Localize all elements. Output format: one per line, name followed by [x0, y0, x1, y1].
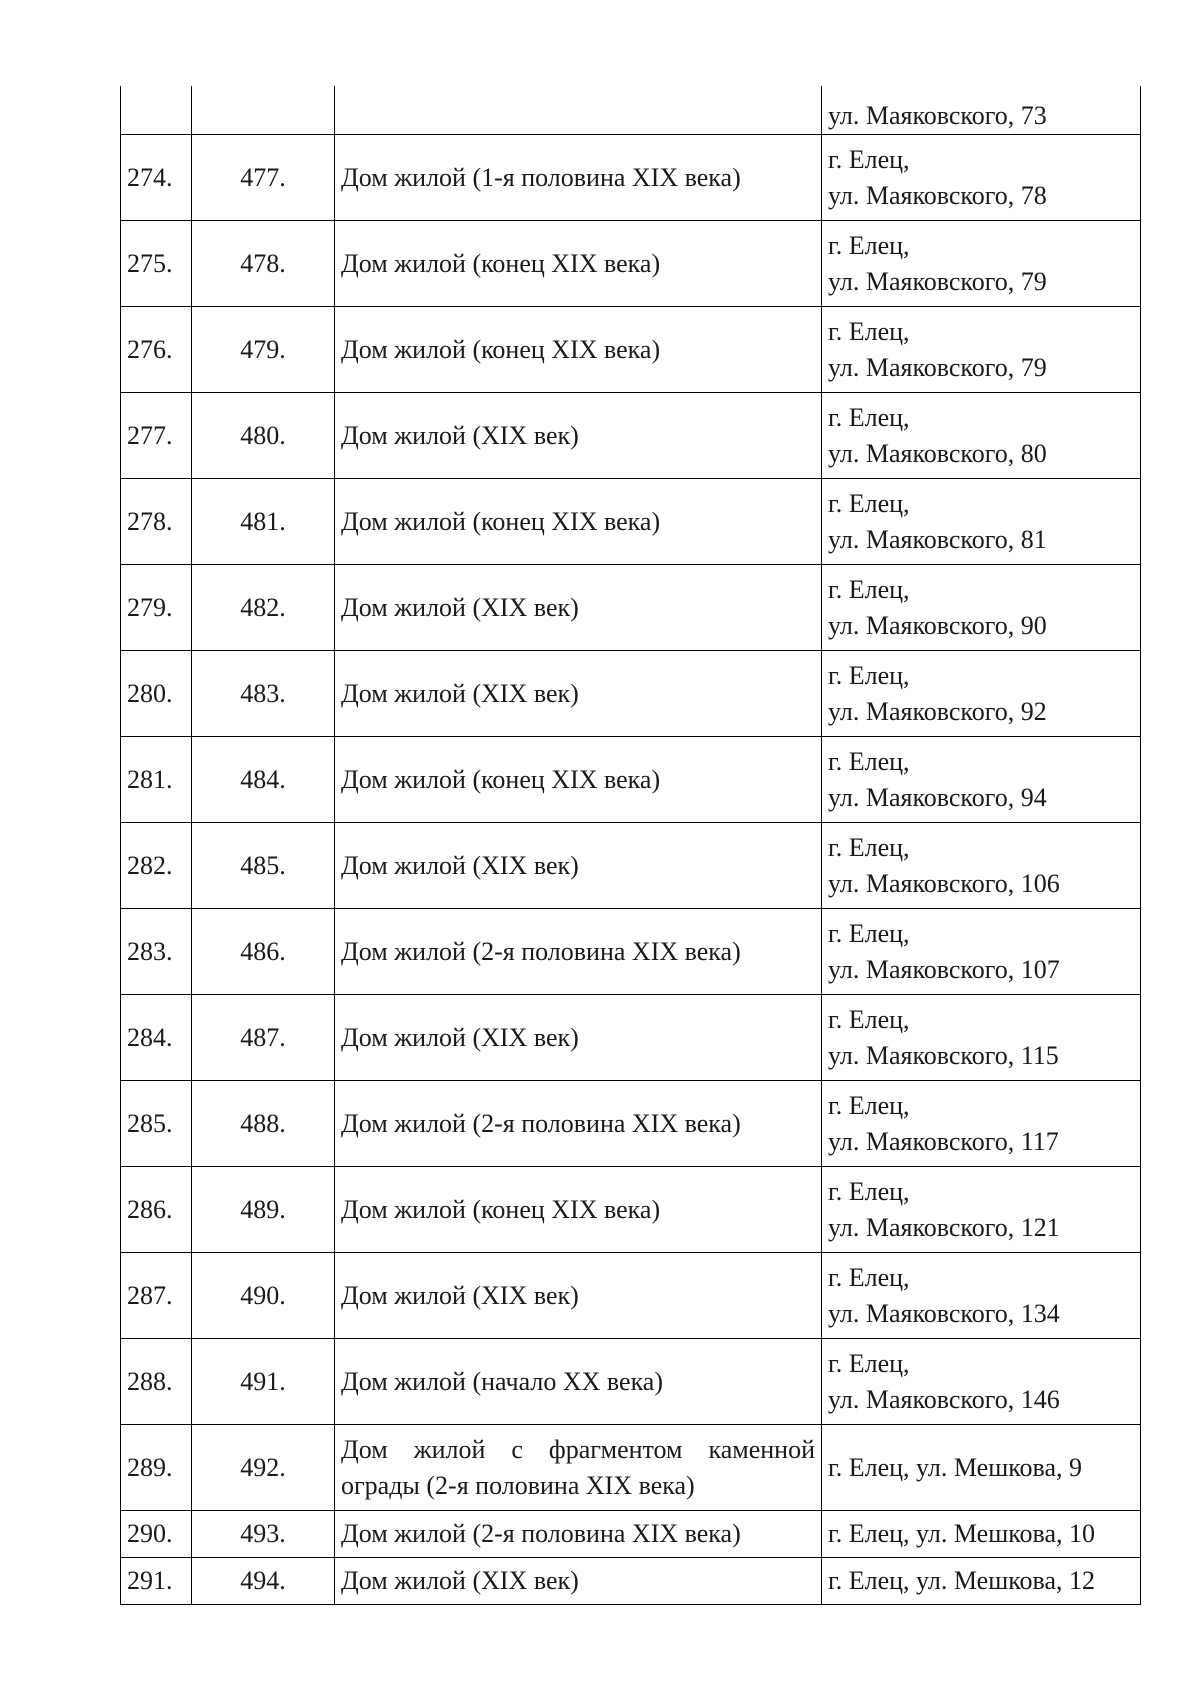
address-line: ул. Маяковского, 134: [828, 1298, 1060, 1328]
row-number-cell: 281.: [121, 737, 192, 823]
registry-number-cell: 482.: [192, 565, 335, 651]
registry-number-cell: 492.: [192, 1425, 335, 1511]
address-line: г. Елец,: [828, 832, 910, 862]
address-line: ул. Маяковского, 94: [828, 782, 1047, 812]
table-row: [121, 221, 1141, 307]
table-row-continuation: [121, 86, 1141, 135]
address-line: г. Елец,: [828, 660, 910, 690]
object-name-cell: Дом жилой (XIX век): [335, 565, 822, 651]
registry-number-cell: 485.: [192, 823, 335, 909]
row-number-cell: 280.: [121, 651, 192, 737]
table-row: [121, 1167, 1141, 1253]
object-name-cell: Дом жилой с фрагментом каменной ограды (2-я половина XIX века): [335, 1425, 822, 1511]
object-name-cell: Дом жилой (конец XIX века): [335, 1167, 822, 1253]
address-cell: [822, 221, 1141, 307]
address-line: ул. Маяковского, 79: [828, 266, 1047, 296]
table-row: [121, 307, 1141, 393]
row-number-cell: 282.: [121, 823, 192, 909]
registry-number-cell: 481.: [192, 479, 335, 565]
address-line: ул. Маяковского, 92: [828, 696, 1047, 726]
registry-number-cell: 490.: [192, 1253, 335, 1339]
object-name-cell: Дом жилой (XIX век): [335, 393, 822, 479]
registry-number-cell: [192, 86, 335, 135]
object-name-cell: Дом жилой (2-я половина XIX века): [335, 909, 822, 995]
row-number-cell: 290.: [121, 1511, 192, 1558]
row-number-cell: 275.: [121, 221, 192, 307]
row-number-cell: 283.: [121, 909, 192, 995]
table-row: [121, 1425, 1141, 1511]
address-cell: [822, 1339, 1141, 1425]
object-name-cell: Дом жилой (XIX век): [335, 651, 822, 737]
address-line: г. Елец,: [828, 1348, 910, 1378]
object-name-cell: Дом жилой (конец XIX века): [335, 221, 822, 307]
registry-number-cell: 477.: [192, 135, 335, 221]
address-cell: [822, 1511, 1141, 1558]
address-line: г. Елец, ул. Мешкова, 12: [828, 1566, 1095, 1596]
address-cell: [822, 1167, 1141, 1253]
address-line: ул. Маяковского, 107: [828, 954, 1060, 984]
row-number-cell: 274.: [121, 135, 192, 221]
row-number-cell: 286.: [121, 1167, 192, 1253]
address-line: г. Елец,: [828, 574, 910, 604]
row-number-cell: 277.: [121, 393, 192, 479]
object-name-cell: Дом жилой (начало XX века): [335, 1339, 822, 1425]
registry-number-cell: 493.: [192, 1511, 335, 1558]
object-name-cell: Дом жилой (XIX век): [335, 823, 822, 909]
address-cell: [822, 479, 1141, 565]
object-name-cell: Дом жилой (XIX век): [335, 1558, 822, 1605]
registry-number-cell: 484.: [192, 737, 335, 823]
address-line: г. Елец,: [828, 316, 910, 346]
heritage-objects-table: [120, 86, 1141, 1605]
address-cell: [822, 1081, 1141, 1167]
address-line: г. Елец, ул. Мешкова, 9: [828, 1452, 1082, 1482]
row-number-cell: 279.: [121, 565, 192, 651]
address-cell: [822, 737, 1141, 823]
address-line: г. Елец,: [828, 402, 910, 432]
address-line: г. Елец,: [828, 230, 910, 260]
row-number-cell: [121, 86, 192, 135]
object-name-cell: [335, 86, 822, 135]
address-line: ул. Маяковского, 79: [828, 352, 1047, 382]
address-line: ул. Маяковского, 81: [828, 524, 1047, 554]
address-cell: [822, 909, 1141, 995]
address-line: ул. Маяковского, 121: [828, 1212, 1060, 1242]
address-line: ул. Маяковского, 117: [828, 1126, 1059, 1156]
address-line: ул. Маяковского, 80: [828, 438, 1047, 468]
registry-number-cell: 489.: [192, 1167, 335, 1253]
table-row: [121, 651, 1141, 737]
address-line: ул. Маяковского, 90: [828, 610, 1047, 640]
address-line: г. Елец,: [828, 144, 910, 174]
address-cell: [822, 307, 1141, 393]
registry-number-cell: 491.: [192, 1339, 335, 1425]
row-number-cell: 276.: [121, 307, 192, 393]
address-cell: [822, 1253, 1141, 1339]
table-row: [121, 909, 1141, 995]
row-number-cell: 285.: [121, 1081, 192, 1167]
object-name-cell: Дом жилой (XIX век): [335, 995, 822, 1081]
address-cell: [822, 823, 1141, 909]
registry-number-cell: 488.: [192, 1081, 335, 1167]
registry-number-cell: 494.: [192, 1558, 335, 1605]
registry-number-cell: 479.: [192, 307, 335, 393]
row-number-cell: 287.: [121, 1253, 192, 1339]
object-name-cell: Дом жилой (конец XIX века): [335, 479, 822, 565]
table-row: [121, 1339, 1141, 1425]
object-name-cell: Дом жилой (1-я половина XIX века): [335, 135, 822, 221]
object-name-cell: Дом жилой (конец XIX века): [335, 737, 822, 823]
address-line: г. Елец,: [828, 1262, 910, 1292]
address-line: ул. Маяковского, 78: [828, 180, 1047, 210]
row-number-cell: 278.: [121, 479, 192, 565]
table-row: [121, 1253, 1141, 1339]
object-name-cell: Дом жилой (2-я половина XIX века): [335, 1081, 822, 1167]
table-row: [121, 823, 1141, 909]
address-line: г. Елец,: [828, 918, 910, 948]
address-line: г. Елец,: [828, 488, 910, 518]
table-row: [121, 479, 1141, 565]
address-cell: [822, 651, 1141, 737]
address-line: ул. Маяковского, 106: [828, 868, 1060, 898]
address-line: ул. Маяковского, 73: [828, 101, 1047, 131]
row-number-cell: 284.: [121, 995, 192, 1081]
table-row: [121, 995, 1141, 1081]
table-row: [121, 1511, 1141, 1558]
address-line: г. Елец, ул. Мешкова, 10: [828, 1519, 1095, 1549]
registry-number-cell: 480.: [192, 393, 335, 479]
object-name-cell: Дом жилой (конец XIX века): [335, 307, 822, 393]
address-line: г. Елец,: [828, 746, 910, 776]
table-row: [121, 135, 1141, 221]
registry-number-cell: 486.: [192, 909, 335, 995]
address-cell: [822, 565, 1141, 651]
registry-number-cell: 483.: [192, 651, 335, 737]
address-line: г. Елец,: [828, 1176, 910, 1206]
address-cell: [822, 135, 1141, 221]
registry-number-cell: 487.: [192, 995, 335, 1081]
object-name-cell: Дом жилой (2-я половина XIX века): [335, 1511, 822, 1558]
address-cell: [822, 393, 1141, 479]
table-row: [121, 565, 1141, 651]
table-row: [121, 1081, 1141, 1167]
row-number-cell: 288.: [121, 1339, 192, 1425]
address-line: ул. Маяковского, 115: [828, 1040, 1059, 1070]
address-line: г. Елец,: [828, 1090, 910, 1120]
row-number-cell: 291.: [121, 1558, 192, 1605]
object-name-cell: Дом жилой (XIX век): [335, 1253, 822, 1339]
table-row: [121, 737, 1141, 823]
row-number-cell: 289.: [121, 1425, 192, 1511]
address-cell: [822, 995, 1141, 1081]
address-cell: [822, 1425, 1141, 1511]
address-line: ул. Маяковского, 146: [828, 1384, 1060, 1414]
address-cell: [822, 86, 1141, 135]
address-line: г. Елец,: [828, 1004, 910, 1034]
table-row: [121, 393, 1141, 479]
table-row: [121, 1558, 1141, 1605]
address-cell: [822, 1558, 1141, 1605]
registry-number-cell: 478.: [192, 221, 335, 307]
